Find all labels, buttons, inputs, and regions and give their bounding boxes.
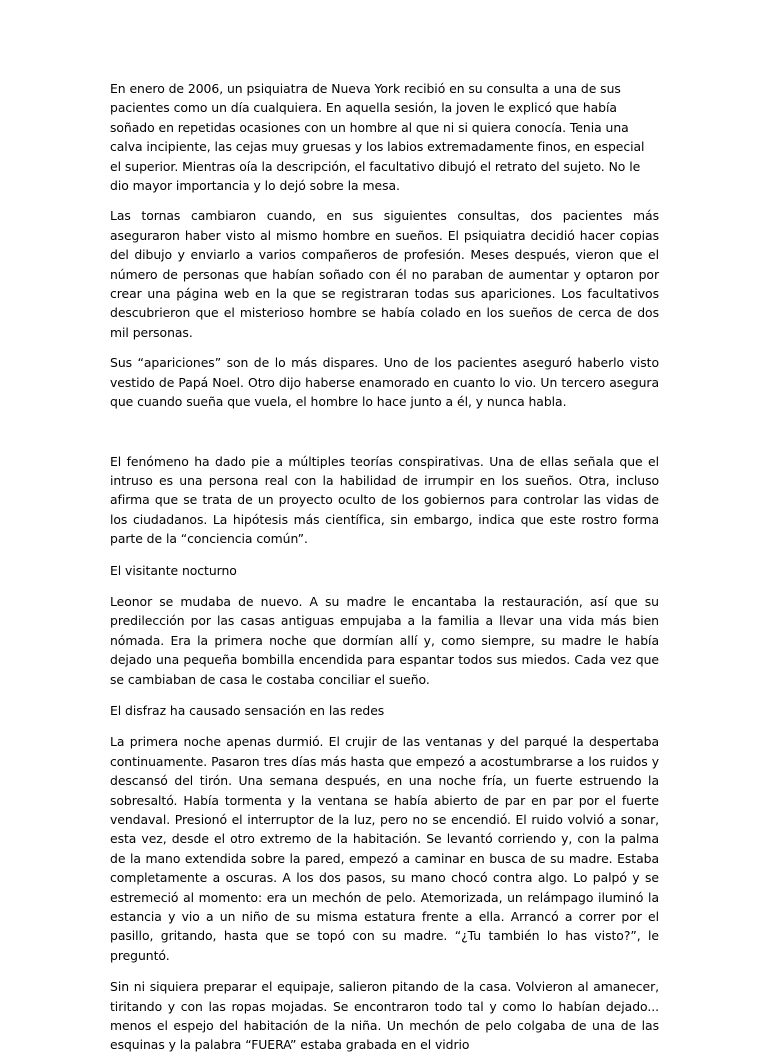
document-body xyxy=(110,79,659,1055)
paragraph: Sin ni siquiera preparar el equipaje, salieron pitando de la casa. Volvieron al amanecer, tiritando y con las ropas mojadas. Se encontraron todo tal y como lo habían dejado... menos el espejo del habitación de la niña. Un mechón de pelo colgaba de una de las esquinas y la palabra “FUERA” estaba grabada en el vidrio xyxy=(110,979,659,1053)
paragraph: La primera noche apenas durmió. El crujir de las ventanas y del parqué la despertaba continuamente. Pasaron tres días más hasta que empezó a acostumbrarse a los ruidos y descansó del tirón. Una semana después, en una noche fría, un fuerte estruendo la sobresaltó. Había tormenta y la ventana se había abierto de par en par por el fuerte vendaval. Presionó el interruptor de la luz, pero no se encendió. El ruido volvió a sonar, esta vez, desde el otro extremo de la habitación. Se levantó corriendo y, con la palma de la mano extendida sobre la pared, empezó a caminar en busca de su madre. Estaba completamente a oscuras. A los dos pasos, su mano chocó contra algo. Lo palpó y se estremeció al momento: era un mechón de pelo. Atemorizada, un relámpago iluminó la estancia y vio a un niño de su misma estatura frente a ella. Arrancó a correr por el pasillo, gritando, hasta que se topó con su madre. “¿Tu también lo has visto?”, le preguntó. xyxy=(110,734,659,963)
section-heading: El disfraz ha causado sensación en las redes xyxy=(110,702,385,718)
section-heading: El visitante nocturno xyxy=(110,562,237,578)
paragraph: El fenómeno ha dado pie a múltiples teorías conspirativas. Una de ellas señala que el intruso es una persona real con la habilidad de irrumpir en los sueños. Otra, incluso afirma que se trata de un proyecto oculto de los gobiernos para controlar las vidas de los ciudadanos. La hipótesis más científica, sin embargo, indica que este rostro forma parte de la “conciencia común”. xyxy=(110,453,659,547)
paragraph: Leonor se mudaba de nuevo. A su madre le encantaba la restauración, así que su predilección por las casas antiguas empujaba a la familia a llevar una vida más bien nómada. Era la primera noche que dormían allí y, como siempre, su madre le había dejado una pequeña bombilla encendida para espantar todos sus miedos. Cada vez que se cambiaban de casa le costaba conciliar el sueño. xyxy=(110,593,659,687)
paragraph: Sus “apariciones” son de lo más dispares. Uno de los pacientes aseguró haberlo visto vestido de Papá Noel. Otro dijo haberse enamorado en cuanto lo vio. Un tercero asegura que cuando sueña que vuela, el hombre lo hace junto a él, y nunca habla. xyxy=(110,355,659,410)
paragraph: En enero de 2006, un psiquiatra de Nueva York recibió en su consulta a una de sus pacientes como un día cualquiera. En aquella sesión, la joven le explicó que había soñado en repetidas ocasiones con un hombre al que ni si quiera conocía. Tenia una calva incipiente, las cejas muy gruesas y los labios extremadamente finos, en especial el superior. Mientras oía la descripción, el facultativo dibujó el retrato del sujeto. No le dio mayor importancia y lo dejó sobre la mesa. xyxy=(110,81,645,194)
paragraph: Las tornas cambiaron cuando, en sus siguientes consultas, dos pacientes más aseguraron haber visto al mismo hombre en sueños. El psiquiatra decidió hacer copias del dibujo y enviarlo a varios compañeros de profesión. Meses después, vieron que el número de personas que habían soñado con él no paraban de aumentar y optaron por crear una página web en la que se registraran todas sus apariciones. Los facultativos descubrieron que el misterioso hombre se había colado en los sueños de cerca de dos mil personas. xyxy=(110,208,659,340)
